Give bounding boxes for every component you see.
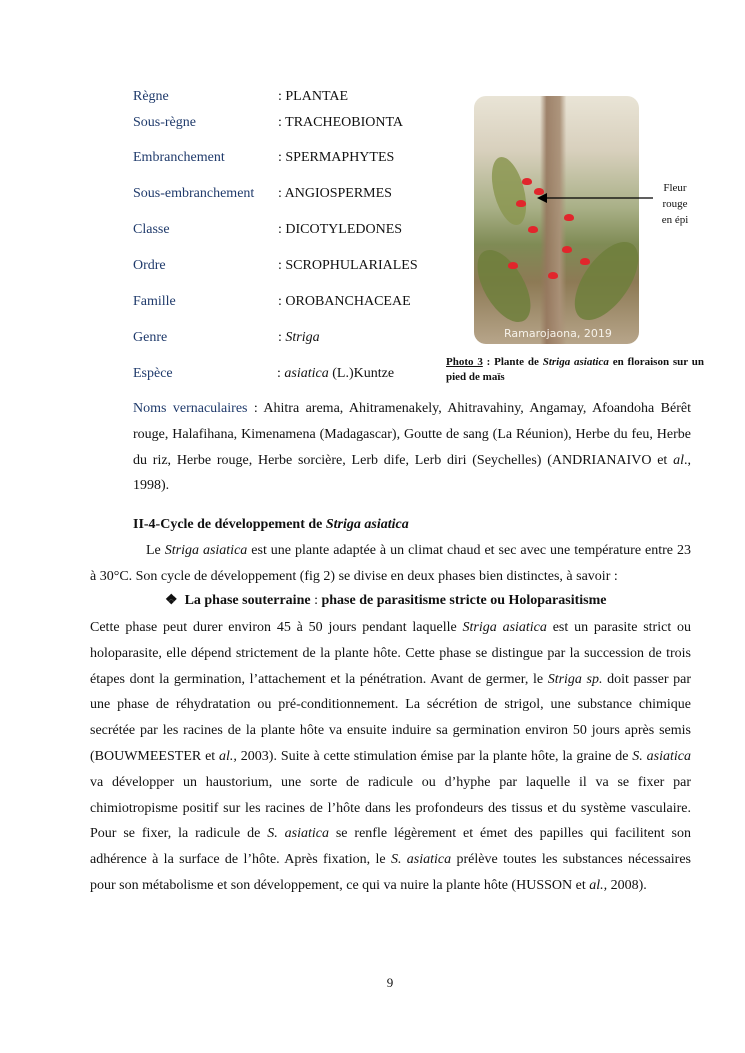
main-paragraph: [90, 615, 691, 899]
taxo-espece-italic: asiatica: [284, 366, 329, 381]
photo-callout: [655, 180, 695, 228]
phase-heading: [165, 592, 606, 609]
section-intro: [90, 538, 691, 590]
intro-italic: Striga asiatica: [164, 543, 248, 558]
taxo-label-espece: Espèce: [133, 366, 173, 381]
intro-2: est une plante adaptée à un climat chaud et sec avec une température entre 23 à 30°C. Son cycle de développement (fig 2) se divise en deux phases bien distinctes, à savoir :: [90, 543, 692, 584]
para-i1: Striga asiatica: [462, 620, 547, 635]
caption-text-1: Plante de: [494, 356, 543, 368]
taxo-label-genre: Genre: [133, 330, 168, 345]
vernacular-text-1: : Ahitra arema, Ahitramenakely, Ahitravahiny, Angamay, Afoandoha Bérêt rouge, Halafihana, Kimenamena (Madagascar), Goutte de sang (La Réunion), Herbe du feu, Herbe du riz, Herbe rouge, Herbe sorcière, Lerb dife, Lerb diri (Seychelles) (ANDRIANAIVO et: [133, 401, 691, 468]
para-i3: al.,: [219, 748, 237, 764]
taxo-label-famille: Famille: [133, 294, 176, 309]
taxo-espece-prefix: :: [277, 366, 285, 381]
para-2: est un parasite strict ou holoparasite, elle dépend strictement de la plante hôte. Cette phase se distingue par la succession de trois étapes dont la germination, l’attachement et la pénétration. Avant de germer, le: [90, 620, 692, 687]
taxo-value-embranchement: : SPERMAPHYTES: [278, 150, 395, 165]
vernacular-text-2: ., 1998).: [133, 452, 691, 494]
caption-text-2: en floraison sur un pied de maïs: [446, 356, 705, 383]
photo-credit: Ramarojaona, 2019: [504, 327, 612, 340]
taxo-value-regne: : PLANTAE: [278, 89, 349, 104]
section-heading-italic: Striga asiatica: [325, 517, 409, 532]
taxo-espece-suffix: (L.)Kuntze: [328, 366, 395, 381]
vernacular-italic: al: [673, 452, 684, 468]
callout-line-3: en épi: [661, 214, 689, 226]
para-6: se renfle légèrement et émet des papilles qui facilitent son adhérence à la surface de l’hôte. Après fixation, le: [90, 826, 691, 868]
para-3: doit passer par une phase de réhydratation ou pré-conditionnement. La sécrétion de strigol, une substance chimique secrétée par les racines de la plante hôte va ensuite induire sa germination environ 50 jours après semis (BOUWMEESTER et: [90, 671, 691, 764]
page-number: 9: [386, 975, 394, 990]
taxo-genre-prefix: :: [278, 330, 286, 345]
taxo-label-regne: Règne: [133, 89, 169, 104]
caption-italic: Striga asiatica: [542, 356, 609, 368]
intro-1: Le: [146, 543, 165, 558]
photo-caption: [446, 355, 704, 385]
caption-label: Photo 3: [446, 356, 483, 368]
vernacular-label: Noms vernaculaires: [133, 401, 248, 416]
phase-bullet-icon: ❖: [165, 593, 178, 608]
striga-photo: [474, 96, 639, 344]
para-i4: S. asiatica: [632, 748, 691, 764]
vernacular-names: [133, 396, 691, 499]
phase-title: La phase souterraine: [184, 593, 311, 608]
para-i5: S. asiatica: [267, 826, 329, 842]
caption-sep: :: [482, 356, 495, 368]
para-5: va développer un haustorium, une sorte de radicule ou d’hyphe par laquelle il va se fixer par chimiotropisme positif sur les racines de l’hôte dans les profondeurs des tissus et du système vasculaire. Pour se fixer, la radicule de: [90, 774, 691, 842]
taxo-label-sous-embranchement: Sous-embranchement: [133, 186, 255, 201]
taxo-label-ordre: Ordre: [133, 258, 166, 273]
para-7: prélève toutes les substances nécessaires pour son métabolisme et son développement, ce qui va nuire la plante hôte (HUSSON et: [90, 852, 691, 893]
taxo-label-classe: Classe: [133, 222, 170, 237]
callout-line-1: Fleur: [663, 182, 687, 194]
section-heading-prefix: II-4-Cycle de développement de: [133, 517, 326, 532]
para-8: 2008).: [607, 877, 647, 893]
taxo-value-sous-embranchement: : ANGIOSPERMES: [278, 186, 392, 201]
callout-line-2: rouge: [662, 198, 688, 210]
para-i7: al.,: [589, 877, 608, 893]
taxo-genre-italic: Striga: [285, 330, 320, 345]
taxo-label-embranchement: Embranchement: [133, 150, 225, 165]
phase-subtitle: phase de parasitisme stricte ou Holoparasitisme: [321, 593, 607, 608]
taxo-value-espece: [277, 366, 394, 382]
section-heading: [133, 517, 409, 533]
taxo-value-sous-regne: : TRACHEOBIONTA: [278, 115, 404, 130]
phase-sep: :: [310, 593, 322, 608]
callout-arrow-icon: [535, 190, 655, 206]
taxo-value-ordre: : SCROPHULARIALES: [278, 258, 418, 273]
para-i6: S. asiatica: [390, 852, 452, 868]
para-4: 2003). Suite à cette stimulation émise par la plante hôte, la graine de: [236, 748, 633, 764]
taxo-value-classe: : DICOTYLEDONES: [278, 222, 403, 237]
taxo-value-famille: : OROBANCHACEAE: [278, 294, 411, 309]
taxo-label-sous-regne: Sous-règne: [133, 115, 196, 130]
para-1: Cette phase peut durer environ 45 à 50 jours pendant laquelle: [90, 620, 463, 635]
taxo-value-genre: [278, 330, 320, 346]
para-i2: Striga sp.: [547, 671, 603, 687]
